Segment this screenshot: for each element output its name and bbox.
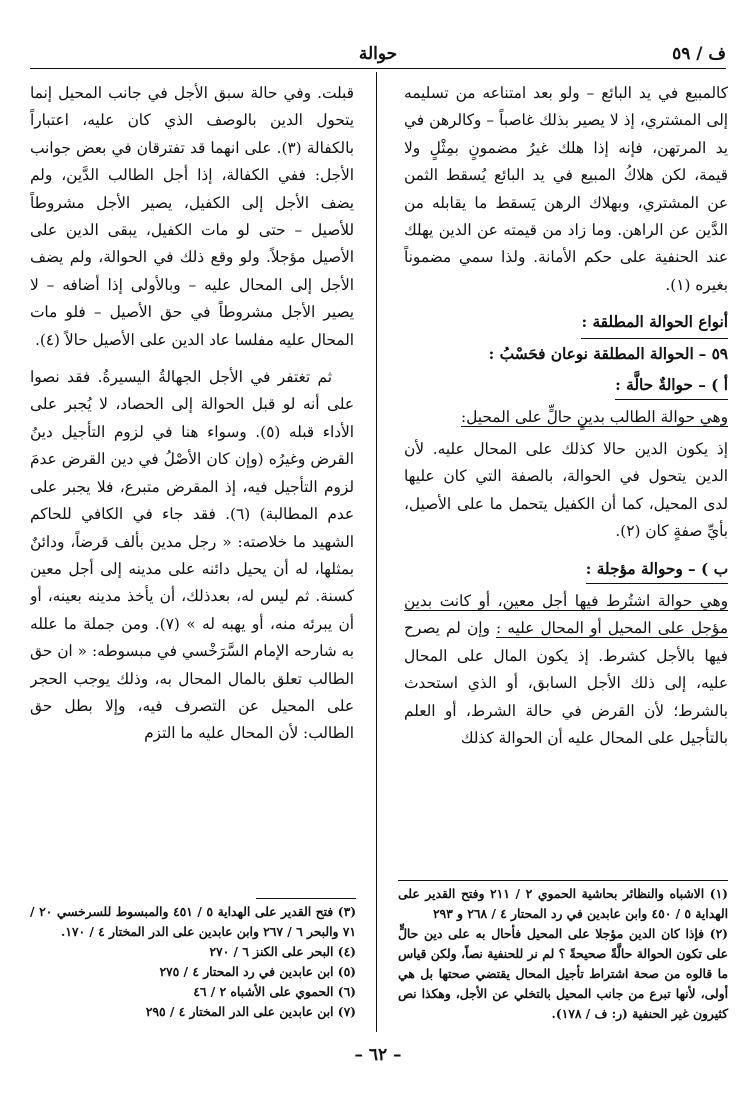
section-heading: أنواع الحوالة المطلقة : <box>581 309 728 338</box>
footnotes-right <box>398 884 728 1024</box>
footnote: (٤) البحر على الكنز ٦ / ٢٧٠ <box>209 944 356 959</box>
subtype-a-body: إذ يكون الدين حالا كذلك على المحال عليه. لأن الدين يتحول في الحوالة، بالصفة التي كان عليها لدى المحيل، كما أن الكفيل يتحمل ما على الأصيل، بأيِّ صفةٍ كان (٢). <box>404 439 728 541</box>
left-paragraph-1: قبلت. وفي حالة سبق الأجل في جانب المحيل إنما يتحول الدين بالوصف الذي كان عليه، اعتباراً بالكفالة (٣). على انهما قد تفترقان في بعض جوانب الأجل: ففي الكفالة، إذا أجل الطالب الدَّين، ولم يضف الأجل إلى الكفيل، يصير الأجل مشروطاً للأصيل – حتى لو مات الكفيل، يبقى الدين على الأصيل مؤجلاً. ولو وقع ذلك في الحوالة، ولم يضف الأجل إلى المحال عليه – وبالأولى إذا أضافه – لا يصير الأجل مشروطاً في حق الأصيل – فلو مات المحال عليه مفلسا عاد الدين على الأصيل حالاً (٤). <box>30 84 354 349</box>
subtype-a-intro-line <box>404 404 728 431</box>
section-reference: ف / ٥٩ <box>672 44 726 64</box>
subtype-a-label-line <box>404 372 728 400</box>
left-paragraph-2: ثم تغتفر في الأجل الجهالةُ اليسيرةُ. فقد نصوا على أنه لو قبل الحوالة إلى الحصاد، لا يُجبر على الأداء قبله (٥). وسواء هنا في لزوم التأجيل دينُ القرض وغيرُه (وإن كان الأصْلُ في دين القرض عدمَ لزوم التأجيل فيه، إذ المقرض متبرع، فلا يجبر على عدم المطالبة) (٦). فقد جاء في الكافي للحاكم الشهيد ما خلاصته: « رجل مدين بألف قرضاً، ودائنٌ بمثلها، له أن يحيل دائنه على مدينه إلى أجل معين كسنة. ثم ليس له، بعدذلك، أن يأخذ مدينه بعينه، أو أن يبرئه منه، أو يهبه له » (٧). ومن جملة ما علله به شارحه الإمام السَّرَخْسي في مبسوطه: « ان حق الطالب تعلق بالمال المحال به، وذلك يوجب الحجر على المحيل عن التصرف فيه، وإلا بطل حق الطالب: لأن المحال عليه ما التزم <box>30 368 354 743</box>
paragraph-continuation: كالمبيع في يد البائع – ولو بعد امتناعه من تسليمه إلى المشتري، إذ لا يصير بذلك غاصباً – وكالرهن في يد المرتهن، فإنه إذا هلك غيرُ مضمونٍ بمِثْلٍ ولا قيمة، لكن هلاكُ المبيع في يد البائع يُسقط الثمن عن المشتري، وبهلاك الرهن يَسقط ما يقابله من الدَّين عن الراهن. وما زاد من قيمته عن الدين يهلك عند الحنفية على حكم الأمانة. ولذا سمي مضموناً بغيره (١). <box>404 84 728 294</box>
page-number: – ٦٢ – <box>354 1045 402 1065</box>
subtype-b-label-line <box>404 556 728 584</box>
left-column <box>30 80 357 1025</box>
subtype-b-intro: وهي حوالة اشتُرط فيها أجل معين، أو كانت بدين مؤجل على المحيل أو المحال عليه : <box>404 591 728 638</box>
subtype-b-paragraph <box>404 588 728 752</box>
footnotes-left <box>30 902 356 1022</box>
footnote: (٢) فإذا كان الدين مؤجلا على المحيل فأحال به على دين حالٍّ على تكون الحوالة حالَّةً صحيحةً ؟ لم نر للحنفية نصاً، ولكن قياس ما قالوه من صحة اشتراط تأجيل المحال يقتضي صحتها بل هي أولى، لأنها تبرع من جانب المحيل بالتخلي عن الأجل، وهكذا نص كثيرون غير الحنفية (ر: ف / ١٧٨). <box>398 926 728 1021</box>
footnote-rule-right <box>398 880 728 881</box>
column-divider <box>376 72 377 1032</box>
footnote: (٦) الحموي على الأشباه ٢ / ٤٦ <box>193 984 356 999</box>
section-number: ٥٩ – <box>698 344 728 363</box>
footnote: (١) الاشباه والنظائر بحاشية الحموي ٢ / ٢١١ وفتح القدير على الهداية ٥ / ٤٥٠ وابن عابدين في رد المحتار ٤ / ٢٦٨ و ٢٩٣ <box>398 886 728 921</box>
subtype-a-intro: وهي حوالة الطالب بدينٍ حالٍّ على المحيل: <box>461 408 728 427</box>
footnote-rule-left <box>256 898 356 899</box>
footnote: (٥) ابن عابدين في رد المحتار ٤ / ٢٧٥ <box>159 964 356 979</box>
footnote: (٧) ابن عابدين على الدر المختار ٤ / ٢٩٥ <box>145 1004 356 1019</box>
subtype-b-label: ب ) – وحوالة مؤجلة : <box>586 556 728 584</box>
footnote: (٣) فتح القدير على الهداية ٥ / ٤٥١ والمبسوط للسرخسي ٢٠ / ٧١ والبحر ٦ / ٢٦٧ وابن عابدين على الدر المختار ٤ / ١٧٠. <box>30 904 357 939</box>
subtype-b-body: وإن لم يصرح فيها بالأجل كشرط. إذ يكون المال على المحال عليه، إلى ذلك الأجل السابق، أو الذي استحدث بالشرط؛ لأن القرض في حالة الشرط، أو العلم بالتأجيل على المحال عليه أن الحوالة كذلك <box>404 619 728 747</box>
page-header <box>30 40 726 69</box>
section-intro <box>404 341 728 368</box>
section-text: الحوالة المطلقة نوعان فحَسْبُ : <box>488 344 694 363</box>
running-title: حوالة <box>358 44 398 64</box>
subtype-a-label: أ ) – حوالةٌ حالَّة : <box>615 372 728 400</box>
